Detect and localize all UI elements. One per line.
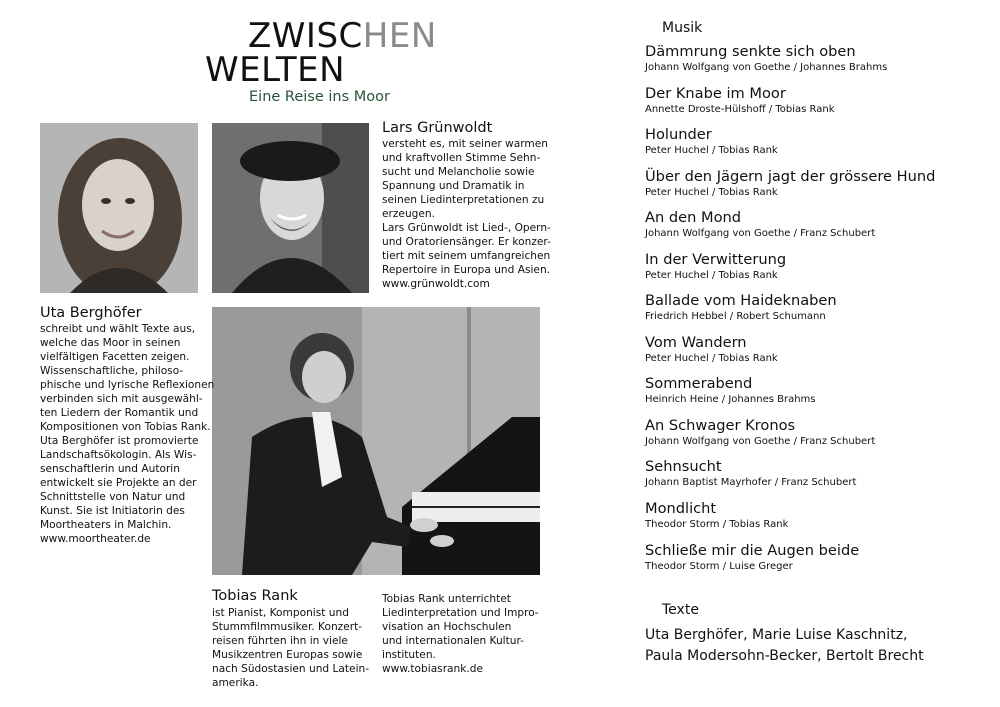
tobias-bio-line: Tobias Rank unterrichtet xyxy=(382,593,511,605)
texte-authors-line: Uta Berghöfer, Marie Luise Kaschnitz, xyxy=(645,627,908,643)
lars-bio-line: tiert mit seinem umfangreichen xyxy=(382,250,551,262)
uta-bio-line: schreibt und wählt Texte aus, xyxy=(40,323,196,335)
song-item xyxy=(645,209,875,241)
uta-name: Uta Berghöfer xyxy=(40,305,142,321)
song-item xyxy=(645,126,778,158)
uta-bio-line: welche das Moor in seinen xyxy=(40,337,181,349)
tobias-bio-line: und internationalen Kultur- xyxy=(382,635,524,647)
song-authors: Annette Droste-Hülshoff / Tobias Rank xyxy=(645,104,835,115)
logo-line-1 xyxy=(248,18,437,54)
uta-bio-line: Kunst. Sie ist Initiatorin des xyxy=(40,505,185,517)
uta-bio-line: phische und lyrische Reflexionen xyxy=(40,379,215,391)
song-title: Der Knabe im Moor xyxy=(645,85,786,102)
tobias-website-link[interactable]: www.tobiasrank.de xyxy=(382,663,484,675)
tobias-bio-line: ist Pianist, Komponist und xyxy=(212,607,349,619)
song-item xyxy=(645,542,859,574)
portrait-man-beret-image xyxy=(212,123,369,293)
uta-bio-line: verbinden sich mit ausgewähl- xyxy=(40,393,203,405)
song-title: In der Verwitterung xyxy=(645,251,787,268)
tobias-bio-2 xyxy=(382,592,539,676)
lars-bio-line: Lars Grünwoldt ist Lied-, Opern- xyxy=(382,222,551,234)
song-item xyxy=(645,292,837,324)
tobias-bio-line: Stummfilmmusiker. Konzert- xyxy=(212,621,363,633)
song-item xyxy=(645,500,788,532)
texte-heading: Texte xyxy=(662,602,699,618)
lars-bio xyxy=(382,137,551,291)
tobias-name: Tobias Rank xyxy=(212,588,298,604)
tobias-bio-line: visation an Hochschulen xyxy=(382,621,512,633)
song-item xyxy=(645,251,786,283)
song-title: Mondlicht xyxy=(645,500,717,517)
song-title: Sehnsucht xyxy=(645,458,722,475)
song-authors: Peter Huchel / Tobias Rank xyxy=(645,270,778,281)
song-authors: Peter Huchel / Tobias Rank xyxy=(645,187,778,198)
lars-bio-line: Repertoire in Europa und Asien. xyxy=(382,264,551,276)
uta-bio-line: vielfältigen Facetten zeigen. xyxy=(40,351,190,363)
uta-bio-line: senschaftlerin und Autorin xyxy=(40,463,180,475)
song-title: An Schwager Kronos xyxy=(645,417,796,434)
song-title: An den Mond xyxy=(645,209,742,226)
lars-bio-line: erzeugen. xyxy=(382,208,435,220)
song-title: Holunder xyxy=(645,126,712,143)
texte-authors xyxy=(645,625,924,667)
lars-bio-line: seinen Liedinterpretationen zu xyxy=(382,194,545,206)
song-item xyxy=(645,334,778,366)
song-authors: Theodor Storm / Tobias Rank xyxy=(645,519,789,530)
portrait-woman-image xyxy=(40,123,198,293)
song-authors: Peter Huchel / Tobias Rank xyxy=(645,145,778,156)
uta-bio-line: Kompositionen von Tobias Rank. xyxy=(40,421,211,433)
song-authors: Friedrich Hebbel / Robert Schumann xyxy=(645,311,826,322)
lars-bio-line: versteht es, mit seiner warmen xyxy=(382,138,548,150)
song-item xyxy=(645,168,935,200)
uta-bio-line: Uta Berghöfer ist promovierte xyxy=(40,435,199,447)
lars-name: Lars Grünwoldt xyxy=(382,120,493,136)
uta-bio-line: Wissenschaftliche, philoso- xyxy=(40,365,184,377)
lars-bio-line: Spannung und Dramatik in xyxy=(382,180,525,192)
song-title: Über den Jägern jagt der grössere Hund xyxy=(645,168,936,185)
pianist-at-piano-image xyxy=(212,307,540,575)
lars-website-link[interactable]: www.grünwoldt.com xyxy=(382,278,490,290)
song-item xyxy=(645,417,875,449)
uta-bio-line: Landschaftsökologin. Als Wis- xyxy=(40,449,197,461)
uta-bio-line: entwickelt sie Projekte an der xyxy=(40,477,197,489)
logo-word-dark: ZWISC xyxy=(248,16,363,56)
subtitle: Eine Reise ins Moor xyxy=(249,89,390,105)
song-authors: Johann Wolfgang von Goethe / Franz Schubert xyxy=(645,436,876,447)
uta-website-link[interactable]: www.moortheater.de xyxy=(40,533,151,545)
lars-bio-line: und kraftvollen Stimme Sehn- xyxy=(382,152,541,164)
song-title: Sommerabend xyxy=(645,375,753,392)
logo-line-2: WELTEN xyxy=(205,50,346,90)
song-item xyxy=(645,375,816,407)
song-authors: Theodor Storm / Luise Greger xyxy=(645,561,793,572)
tobias-bio-line: nach Südostasien und Latein- xyxy=(212,663,370,675)
musik-heading: Musik xyxy=(662,20,703,36)
song-item xyxy=(645,43,887,75)
texte-authors-line: Paula Modersohn-Becker, Bertolt Brecht xyxy=(645,648,924,664)
uta-bio-line: ten Liedern der Romantik und xyxy=(40,407,199,419)
lars-bio-line: und Oratoriensänger. Er konzer- xyxy=(382,236,551,248)
song-title: Vom Wandern xyxy=(645,334,747,351)
uta-bio-line: Schnittstelle von Natur und xyxy=(40,491,186,503)
tobias-bio-1 xyxy=(212,606,369,690)
song-item xyxy=(645,458,856,490)
song-title: Ballade vom Haideknaben xyxy=(645,292,837,309)
uta-bio xyxy=(40,322,214,546)
logo-word-light: HEN xyxy=(362,16,437,56)
uta-bio-line: Moortheaters in Malchin. xyxy=(40,519,172,531)
song-authors: Johann Baptist Mayrhofer / Franz Schubert xyxy=(645,477,857,488)
photo-tobias-rank xyxy=(212,307,540,575)
lars-bio-line: sucht und Melancholie sowie xyxy=(382,166,535,178)
song-item xyxy=(645,85,835,117)
song-title: Schließe mir die Augen beide xyxy=(645,542,860,559)
tobias-bio-line: Liedinterpretation und Impro- xyxy=(382,607,539,619)
photo-lars-gruenwoldt xyxy=(212,123,369,293)
tobias-bio-line: amerika. xyxy=(212,677,259,689)
tobias-bio-line: Musikzentren Europas sowie xyxy=(212,649,363,661)
song-authors: Johann Wolfgang von Goethe / Franz Schubert xyxy=(645,228,876,239)
song-authors: Johann Wolfgang von Goethe / Johannes Brahms xyxy=(645,62,888,73)
song-title: Dämmrung senkte sich oben xyxy=(645,43,856,60)
tobias-bio-line: instituten. xyxy=(382,649,436,661)
photo-uta-berghoefer xyxy=(40,123,198,293)
tobias-bio-line: reisen führten ihn in viele xyxy=(212,635,348,647)
song-authors: Peter Huchel / Tobias Rank xyxy=(645,353,778,364)
song-authors: Heinrich Heine / Johannes Brahms xyxy=(645,394,816,405)
